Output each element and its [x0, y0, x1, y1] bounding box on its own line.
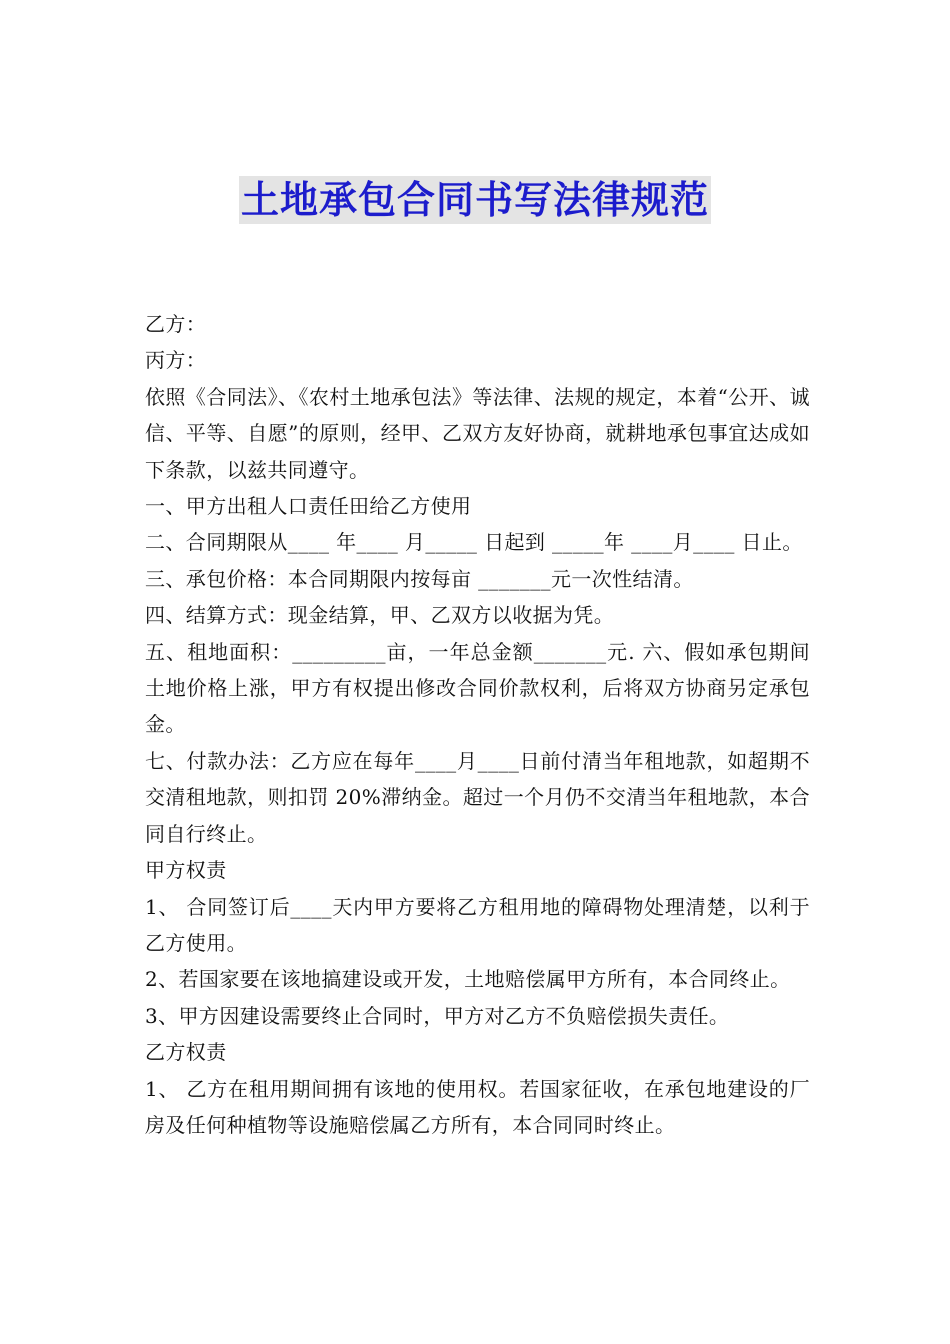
preamble-paragraph: 依照《合同法》、《农村土地承包法》等法律、法规的规定，本着“公开、诚信、平等、自愿”的原则，经甲、乙双方友好协商，就耕地承包事宜达成如下条款，以兹共同遵守。 [145, 384, 810, 482]
party-c-line: 丙方： [145, 348, 207, 373]
clause-3-price: 三、承包价格：本合同期限内按每亩 _______元一次性结清。 [145, 566, 694, 591]
title-container [0, 176, 950, 224]
clause-1: 一、甲方出租人口责任田给乙方使用 [145, 494, 472, 519]
document-body [145, 306, 810, 1143]
clause-2-term: 二、合同期限从____ 年____ 月_____ 日起到 _____年 ____月____ 日止。 [145, 530, 803, 555]
party-b-line: 乙方： [145, 312, 207, 336]
document-title: 土地承包合同书写法律规范 [240, 178, 709, 222]
party-b-item-1: 1、 乙方在租用期间拥有该地的使用权。若国家征收，在承包地建设的厂房及任何种植物等设施赔偿属乙方所有，本合同同时终止。 [145, 1076, 810, 1137]
clause-5-area: 五、租地面积：_________亩，一年总金额_______元. 六、假如承包期间土地价格上涨，甲方有权提出修改合同价款权利，后将双方协商另定承包金。 [145, 639, 810, 737]
party-a-item-1: 1、 合同签订后____天内甲方要将乙方租用地的障碍物处理清楚，以利于乙方使用。 [145, 894, 810, 955]
party-a-item-3: 3、甲方因建设需要终止合同时，甲方对乙方不负赔偿损失责任。 [145, 1003, 730, 1028]
clause-7-payment: 七、付款办法：乙方应在每年____月____日前付清当年租地款，如超期不交清租地款，则扣罚 20%滞纳金。超过一个月仍不交清当年租地款，本合同自行终止。 [145, 748, 810, 846]
party-a-item-2: 2、若国家要在该地搞建设或开发，土地赔偿属甲方所有，本合同终止。 [145, 967, 791, 992]
party-b-heading: 乙方权责 [145, 1040, 227, 1065]
clause-4-settlement: 四、结算方式：现金结算，甲、乙双方以收据为凭。 [145, 603, 615, 628]
party-a-heading: 甲方权责 [145, 858, 227, 883]
